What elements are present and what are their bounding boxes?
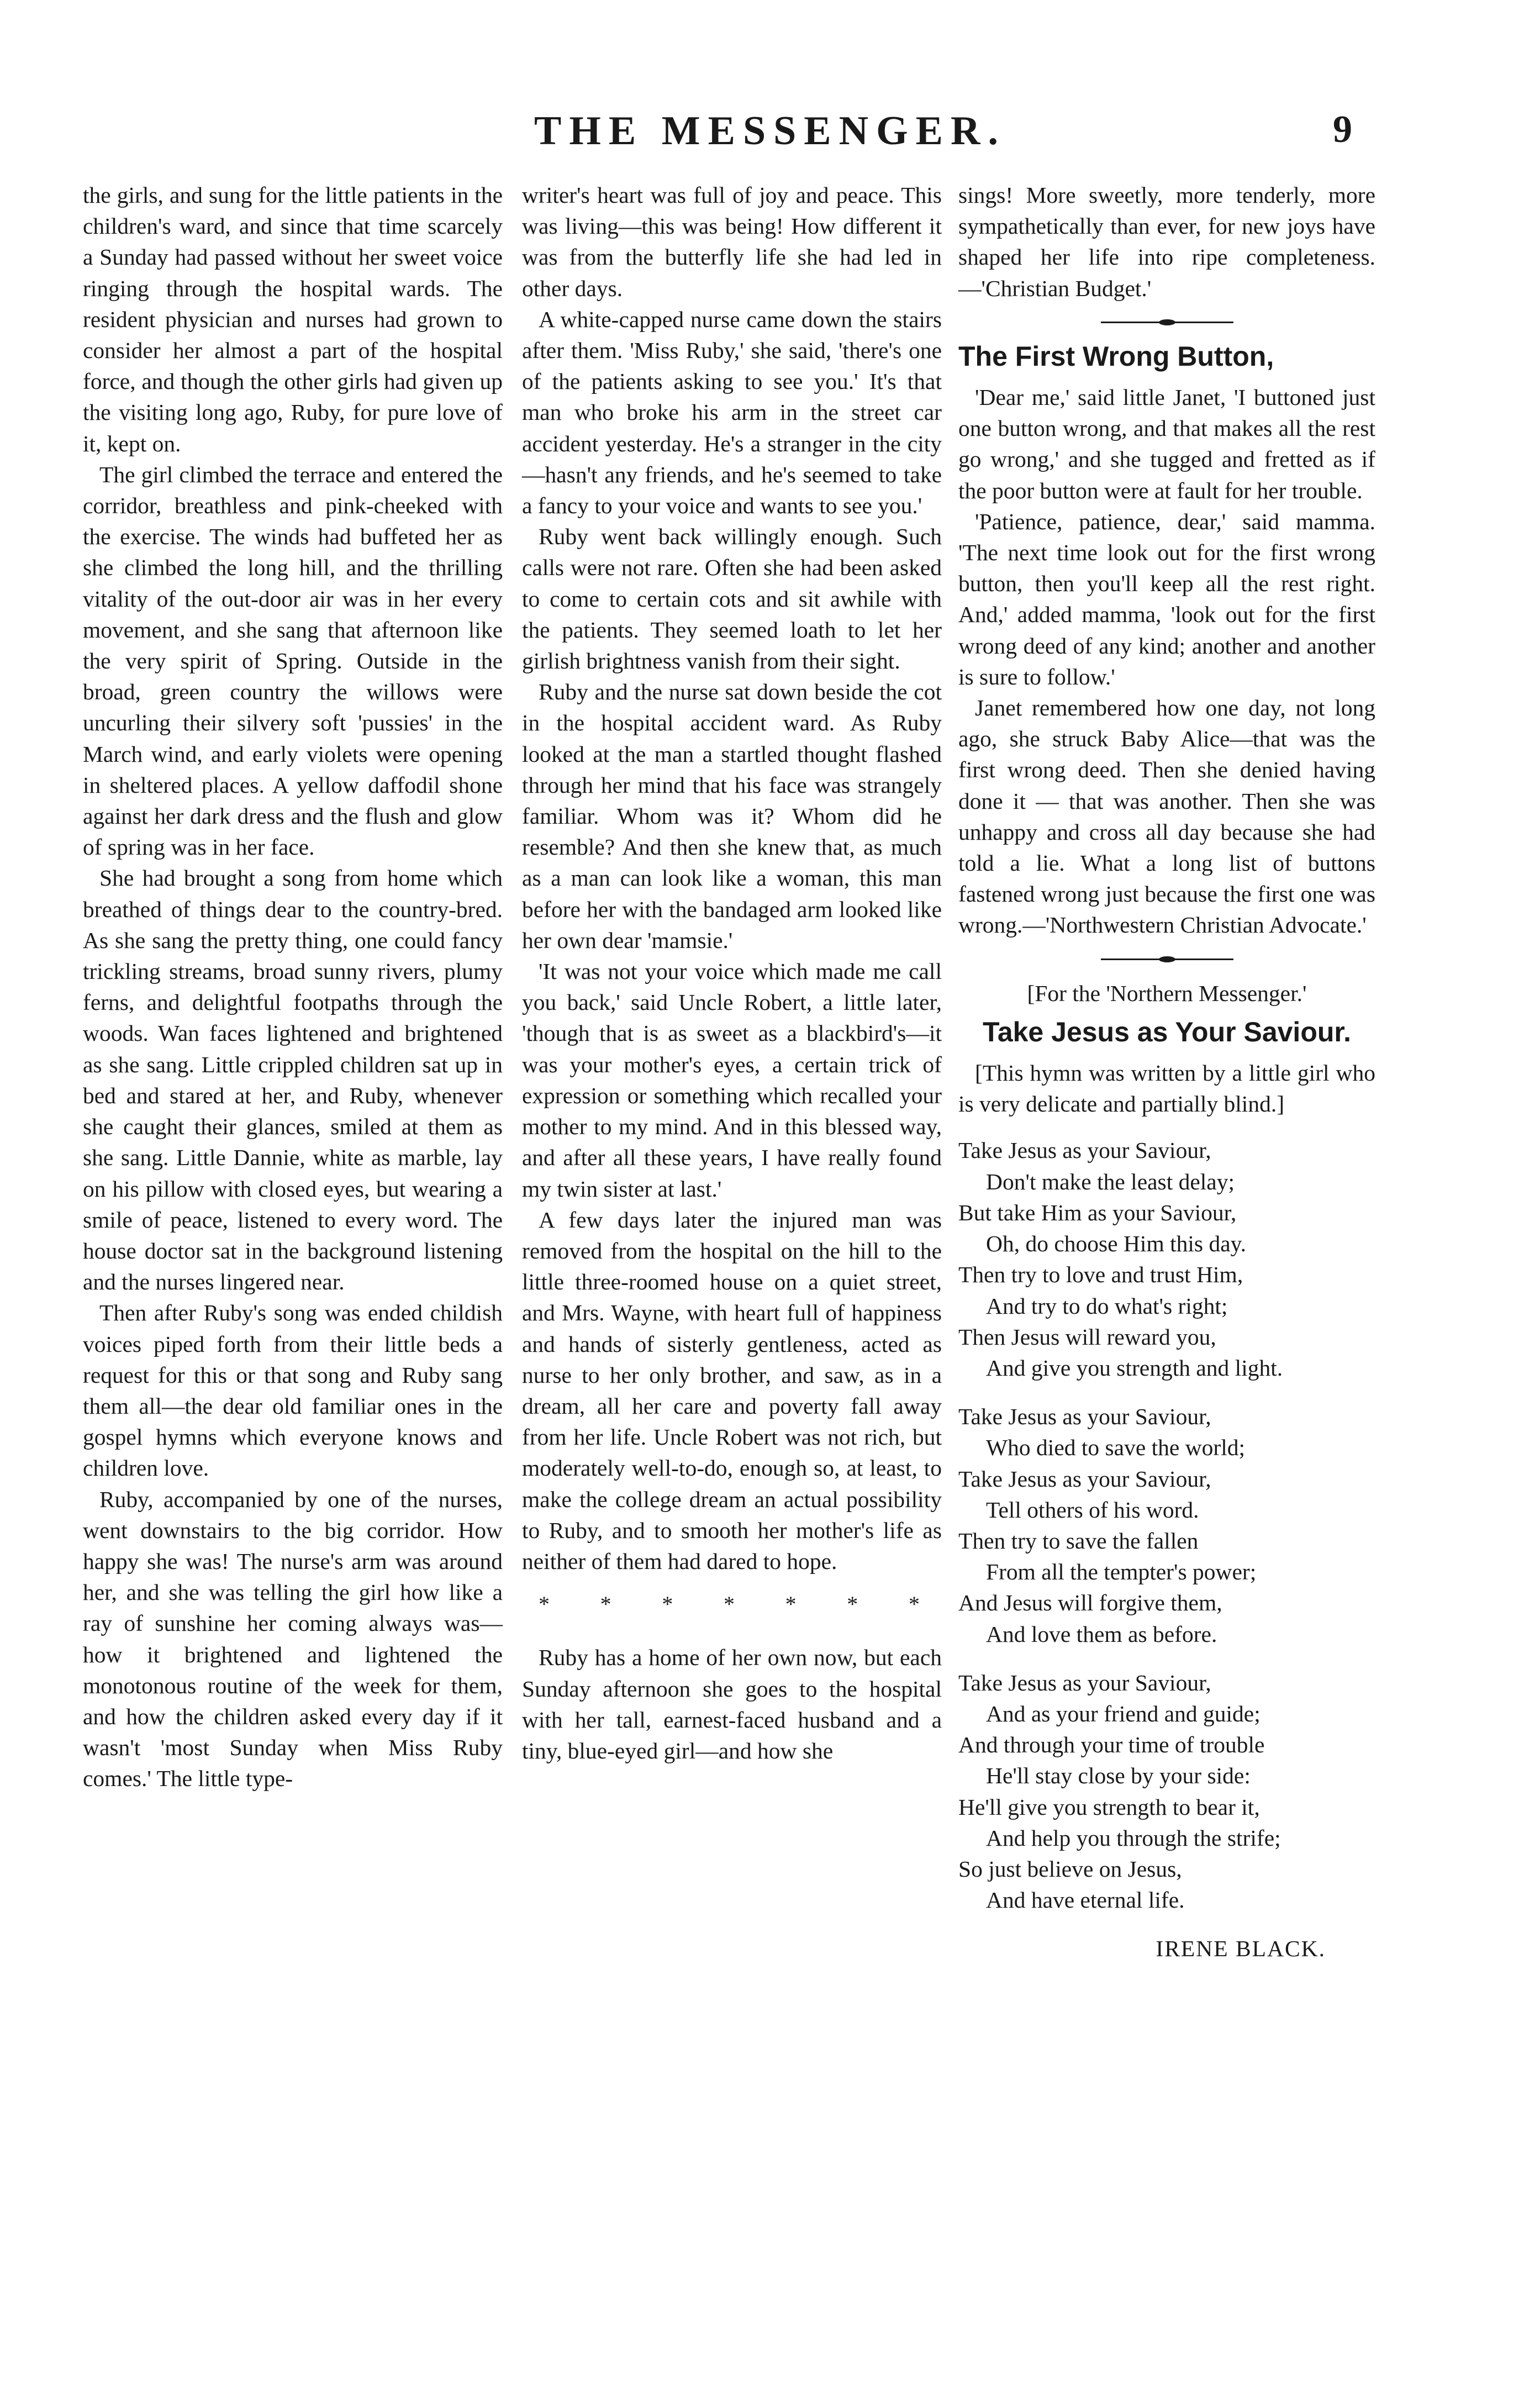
paragraph: A few days later the injured man was removed from the hospital on the hill to the little three-roomed house on a quiet street, and Mrs. Wayne, with heart full of happiness and hands of sisterly gentleness, acted as nurse to her only brother, and saw, as in a dream, all her care and poverty fall away from her life. Uncle Robert was not rich, but moderately well-to-do, enough so, at least, to make the college dream an actual possibility to Ruby, and to smooth her mother's life as neither of them had dared to hope. (522, 1207, 942, 1574)
hymn-line: Tell others of his word. (986, 1497, 1199, 1523)
paragraph: Ruby has a home of her own now, but each Sunday afternoon she goes to the hospital with her tall, earnest-faced husband and a tiny, blue-eyed girl—and how she (522, 1645, 942, 1763)
paragraph: She had brought a song from home which breathed of things dear to the country-bred. As she sang the pretty thing, one could fancy trickling streams, broad sunny rivers, plumy ferns, and delightful footpaths through the woods. Wan faces lightened and brightened as she sang. Little crippled children sat up in bed and stared at her, and Ruby, whenever she caught their glances, smiled at them as she sang. Little Dannie, white as marble, lay on his pillow with closed eyes, but wearing a smile of peace, listened to every word. The house doctor sat in the background listening and the nurses lingered near. (83, 865, 503, 1295)
star: * (847, 1592, 858, 1617)
paragraph: 'Dear me,' said little Janet, 'I buttoned just one button wrong, and that makes all the rest go wrong,' and she tugged and fretted as if the poor button were at fault for her trouble. (958, 385, 1375, 503)
hymn-line: And have eternal life. (986, 1887, 1185, 1913)
hymn-line: And love them as before. (986, 1621, 1217, 1647)
hymn-line: Take Jesus as your Saviour, (958, 1670, 1211, 1695)
paragraph: Janet remembered how one day, not long ago, she struck Baby Alice—that was the first wrong deed. Then she denied having done it — that was another. Then she was unhappy and cross all day because she had told a lie. What a long list of buttons fastened wrong just because the first one was wrong.—'Northwestern Christian Advocate.' (958, 695, 1375, 938)
hymn-line: And try to do what's right; (986, 1293, 1228, 1319)
paragraph: Ruby and the nurse sat down beside the cot in the hospital accident ward. As Ruby looked at the man a startled thought flashed through her mind that his face was strangely familiar. Whom was it? Whom did he resemble? And then she knew that, as much as a man can look like a woman, this man before her with the bandaged arm looked like her own dear 'mamsie.' (522, 679, 942, 953)
paragraph: 'Patience, patience, dear,' said mamma. 'The next time look out for the first wrong button, then you'll keep all the rest right. And,' added mamma, 'look out for the first wrong deed of any kind; another and another is sure to follow.' (958, 508, 1375, 689)
star: * (662, 1592, 673, 1617)
hymn-line: Take Jesus as your Saviour, (958, 1404, 1211, 1430)
hymn-line: Oh, do choose Him this day. (986, 1231, 1247, 1257)
hymn-line: He'll stay close by your side: (986, 1763, 1251, 1789)
star: * (908, 1592, 920, 1617)
hymn-line: And help you through the strife; (986, 1825, 1281, 1851)
hymn-line: Then try to save the fallen (958, 1528, 1199, 1553)
paragraph: 'It was not your voice which made me call you back,' said Uncle Robert, a little later, 'though that is as sweet as a blackbird's—it was your mother's eyes, a certain trick of expression or something which recalled your mother to my mind. And in this blessed way, and after all these years, I have really found my twin sister at last.' (522, 958, 942, 1202)
star: * (723, 1592, 735, 1617)
paragraph: A white-capped nurse came down the stairs after them. 'Miss Ruby,' she said, 'there's one of the patients asking to see you.' It's that man who broke his arm in the street car accident yesterday. He's a stranger in the city—hasn't any friends, and he's seemed to take a fancy to your voice and wants to see you.' (522, 306, 942, 519)
hymn-line: And through your time of trouble (958, 1732, 1265, 1758)
hymn-line: Then try to love and trust Him, (958, 1262, 1243, 1288)
hymn-line: But take Him as your Saviour, (958, 1199, 1237, 1225)
hymn-line: Take Jesus as your Saviour, (958, 1466, 1211, 1492)
masthead (0, 108, 1540, 157)
page-number: 9 (1333, 108, 1352, 151)
divider-rule (1101, 322, 1233, 323)
paragraph: the girls, and sung for the little patients in the children's ward, and since that time scarcely a Sunday had passed without her sweet voice ringing through the hospital wards. The resident physician and nurses had grown to consider her almost a part of the hospital force, and though the other girls had given up the visiting long ago, Ruby, for pure love of it, kept on. (83, 182, 503, 456)
article-credit: [For the 'Northern Messenger.' (1027, 980, 1307, 1006)
star: * (785, 1592, 797, 1617)
hymn-note: [This hymn was written by a little girl who is very delicate and partially blind.] (958, 1060, 1375, 1117)
star: * (600, 1592, 611, 1617)
hymn-line: Don't make the least delay; (986, 1168, 1235, 1194)
article-heading: The First Wrong Button, (958, 340, 1274, 372)
paragraph: Ruby, accompanied by one of the nurses, went downstairs to the big corridor. How happy she was! The nurse's arm was around her, and she was telling the girl how like a ray of sunshine her coming always was—how it brightened and lightened the monotonous routine of the week for them, and how the children asked every day if it wasn't 'most Sunday when Miss Ruby comes.' The little type- (83, 1486, 503, 1792)
hymn-line: And give you strength and light. (986, 1355, 1283, 1381)
hymn-stanza (958, 1667, 1375, 1916)
author-signature: IRENE BLACK. (1156, 1936, 1326, 1962)
hymn-line: Then Jesus will reward you, (958, 1324, 1216, 1350)
article-heading: Take Jesus as Your Saviour. (982, 1016, 1352, 1047)
paragraph: The girl climbed the terrace and entered the corridor, breathless and pink-cheeked with the exercise. The winds had buffeted her as she climbed the long hill, and the thrilling vitality of the out-door air was in her every movement, and she sang that afternoon like the very spirit of Spring. Outside in the broad, green country the willows were uncurling their silvery soft 'pussies' in the March wind, and early violets were opening in sheltered places. A yellow daffodil shone against her dark dress and the flush and glow of spring was in her face. (83, 461, 503, 860)
hymn-line: And Jesus will forgive them, (958, 1590, 1222, 1616)
hymn-line: He'll give you strength to bear it, (958, 1794, 1260, 1820)
column-3 (958, 180, 1375, 1965)
section-break-stars (522, 1589, 942, 1620)
hymn-line: Take Jesus as your Saviour, (958, 1137, 1211, 1163)
hymn (958, 1135, 1375, 1915)
hymn-line: So just believe on Jesus, (958, 1856, 1182, 1882)
paragraph: Then after Ruby's song was ended childish voices piped forth from their little beds a request for this or that song and Ruby sang them all—the dear old familiar ones in the gospel hymns which everyone knows and children love. (83, 1300, 503, 1481)
column-1 (83, 180, 503, 1794)
paragraph: Ruby went back willingly enough. Such calls were not rare. Often she had been asked to come to certain cots and sit awhile with the patients. They seemed loath to let her girlish brightness vanish from their sight. (522, 524, 942, 674)
hymn-stanza (958, 1401, 1375, 1650)
paragraph: sings! More sweetly, more tenderly, more sympathetically than ever, for new joys have shaped her life into ripe completeness.—'Christian Budget.' (958, 182, 1375, 301)
hymn-stanza (958, 1135, 1375, 1383)
paragraph: writer's heart was full of joy and peace. This was living—this was being! How different it was from the butterfly life she had led in other days. (522, 182, 942, 301)
divider-rule (1101, 958, 1233, 960)
hymn-line: And as your friend and guide; (986, 1700, 1261, 1726)
column-2 (522, 180, 942, 1766)
newspaper-title: THE MESSENGER. (534, 108, 1006, 154)
star: * (539, 1592, 550, 1617)
hymn-line: Who died to save the world; (986, 1435, 1246, 1461)
hymn-line: From all the tempter's power; (986, 1559, 1257, 1585)
